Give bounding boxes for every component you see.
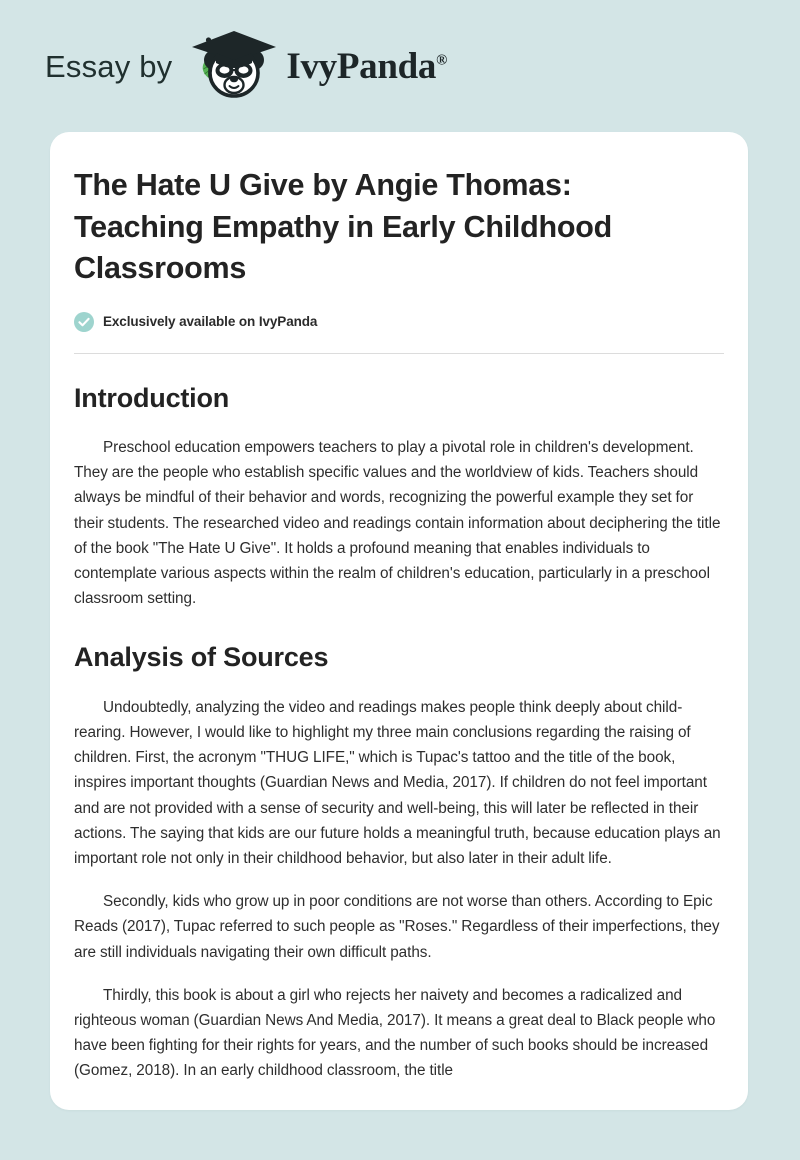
wordmark-text: IvyPanda — [286, 45, 437, 87]
paragraph: Undoubtedly, analyzing the video and readings makes people think deeply about child-rearing. However, I would like to highlight my three main conclusions regarding the raising of children. First, the acronym "THUG LIFE," which is Tupac's tattoo and the title of the book, inspires important thoughts (Guardian News and Media, 2017). If children do not feel important and are not provided with a sense of security and well-being, this will later be reflected in their actions. The saying that kids are our future holds a meaningful truth, because education plays an important role not only in their childhood behavior, but also later in their adult life. — [74, 698, 721, 867]
paragraph: Secondly, kids who grow up in poor conditions are not worse than others. According to Epic Reads (2017), Tupac referred to such people as "Roses." Regardless of their imperfections, they are still individuals navigating their own difficult paths. — [74, 893, 720, 961]
page-title: The Hate U Give by Angie Thomas: Teaching Empathy in Early Childhood Classrooms — [74, 168, 613, 285]
brand-header — [0, 0, 800, 132]
essay-by-label: Essay by — [45, 48, 173, 84]
registered-trademark-icon: ® — [436, 52, 448, 69]
essay-paper-card — [50, 132, 748, 1110]
section-heading-analysis-of-sources: Analysis of Sources — [74, 642, 329, 673]
essay-content — [50, 132, 748, 1084]
section-heading-introduction: Introduction — [74, 382, 230, 413]
status-badge-label: Exclusively available on IvyPanda — [103, 313, 318, 329]
status-badge — [74, 312, 723, 332]
check-circle-icon — [74, 312, 94, 332]
ivypanda-wordmark[interactable] — [286, 45, 448, 87]
paragraph: Preschool education empowers teachers to play a pivotal role in children's development. They are the people who establish specific values and the worldview of kids. Teachers should always be mindful of their behavior and words, recognizing the powerful example they set for their students. The researched video and readings contain information about deciphering the title of the book "The Hate U Give". It holds a profound meaning that enables individuals to contemplate various aspects within the realm of children's education, particularly in a preschool classroom setting. — [74, 438, 721, 608]
header-divider — [74, 353, 724, 354]
ivypanda-graduate-panda-logo-icon[interactable] — [188, 25, 280, 107]
paragraph: Thirdly, this book is about a girl who rejects her naivety and becomes a radicalized and righteous woman (Guardian News And Media, 2017). It means a great deal to Black people who have been fighting for their rights for years, and the number of such books should be increased (Gomez, 2018). In an early childhood classroom, the title — [74, 986, 716, 1080]
